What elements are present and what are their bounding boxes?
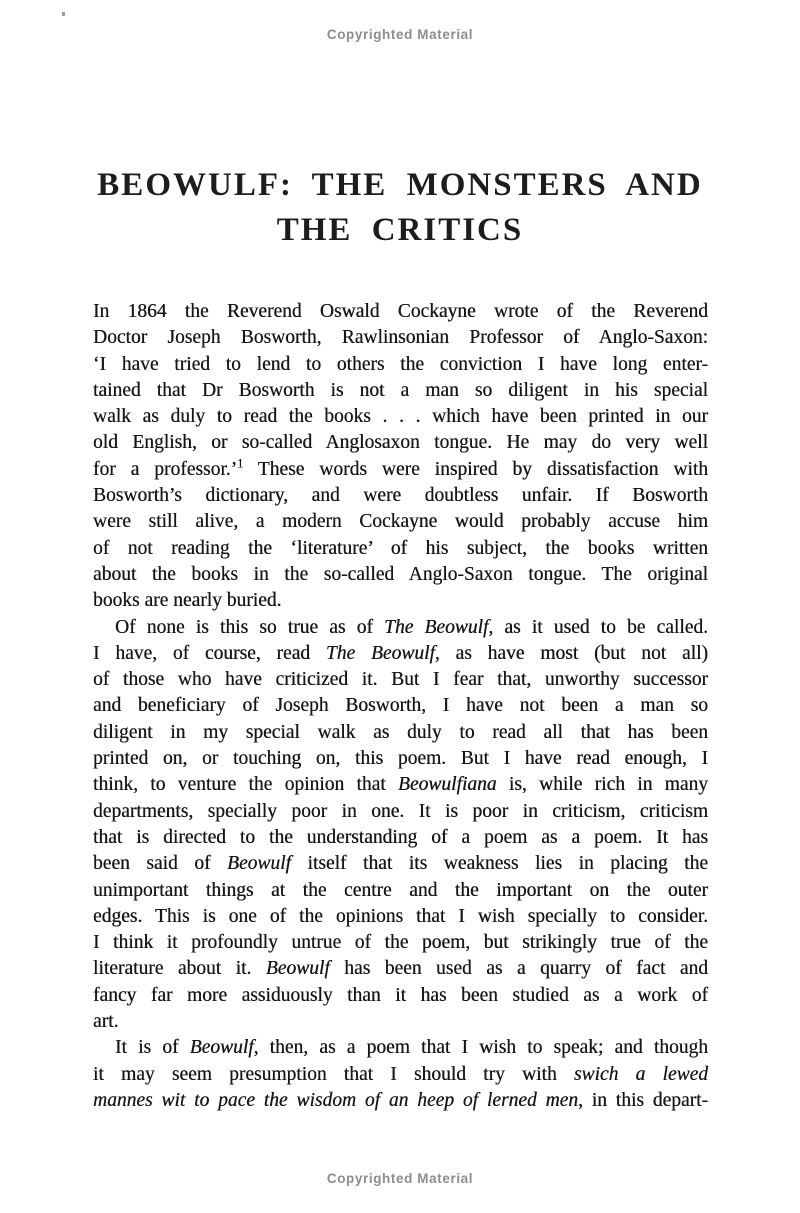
body-text (93, 299, 708, 1114)
text-line: I think it profoundly untrue of the poem, but strikingly true of the (93, 932, 708, 954)
text-line: I have, of course, read The Beowulf, as have most (but not all) (93, 642, 708, 664)
text-line: think, to venture the opinion that Beowulfiana is, while rich in many (93, 774, 709, 796)
text-line: it may seem presumption that I should try with swich a lewed (93, 1063, 708, 1085)
text-line: edges. This is one of the opinions that I wish specially to consider. (93, 905, 708, 927)
footnote-marker: 1 (237, 456, 244, 471)
text-line: and beneficiary of Joseph Bosworth, I have not been a man so (93, 695, 708, 717)
text-line: about the books in the so-called Anglo-Saxon tongue. The original (93, 563, 708, 585)
scan-artifact-dot (62, 12, 65, 16)
text-line: In 1864 the Reverend Oswald Cockayne wrote of the Reverend (93, 301, 708, 322)
text-line: ‘I have tried to lend to others the conviction I have long enter- (93, 353, 708, 375)
text-line: Bosworth’s dictionary, and were doubtless unfair. If Bosworth (93, 485, 708, 507)
text-line: It is of Beowulf, then, as a poem that I wish to speak; and though (115, 1037, 708, 1059)
text-line: mannes wit to pace the wisdom of an heep of lerned men, in this depart- (93, 1089, 709, 1111)
text-line: old English, or so-called Anglosaxon tongue. He may do very well (93, 432, 708, 454)
chapter-title-line2: THE CRITICS (276, 212, 524, 248)
copyright-watermark-top: Copyrighted Material (326, 27, 474, 42)
text-line: art. (93, 1011, 119, 1033)
copyright-watermark-bottom: Copyrighted Material (326, 1171, 474, 1186)
text-line: been said of Beowulf itself that its weakness lies in placing the (93, 853, 708, 875)
text-line: were still alive, a modern Cockayne would probably accuse him (93, 511, 708, 533)
text-line: Doctor Joseph Bosworth, Rawlinsonian Professor of Anglo-Saxon: (93, 327, 708, 349)
text-line: Of none is this so true as of The Beowulf, as it used to be called. (115, 616, 708, 638)
chapter-title (0, 163, 800, 253)
chapter-title-line1: BEOWULF: THE MONSTERS AND (97, 167, 703, 203)
text-line: fancy far more assiduously than it has been studied as a work of (93, 984, 708, 1006)
text-line: of not reading the ‘literature’ of his subject, the books written (93, 537, 708, 559)
text-line: walk as duly to read the books . . . which have been printed in our (93, 406, 708, 428)
text-line: departments, specially poor in one. It is poor in criticism, criticism (93, 800, 708, 822)
text-line: tained that Dr Bosworth is not a man so diligent in his special (93, 379, 708, 401)
text-line: unimportant things at the centre and the important on the outer (93, 879, 708, 901)
text-line: that is directed to the understanding of a poem as a poem. It has (93, 826, 708, 848)
text-line: printed on, or touching on, this poem. But I have read enough, I (93, 748, 708, 770)
text-line: for a professor.’$^1$ These words were inspired by dissatisfaction with (93, 456, 709, 480)
text-line: diligent in my special walk as duly to read all that has been (93, 721, 708, 743)
text-line: of those who have criticized it. But I fear that, unworthy successor (93, 669, 708, 691)
text-line: literature about it. Beowulf has been used as a quarry of fact and (93, 958, 708, 980)
text-line: books are nearly buried. (93, 590, 282, 612)
